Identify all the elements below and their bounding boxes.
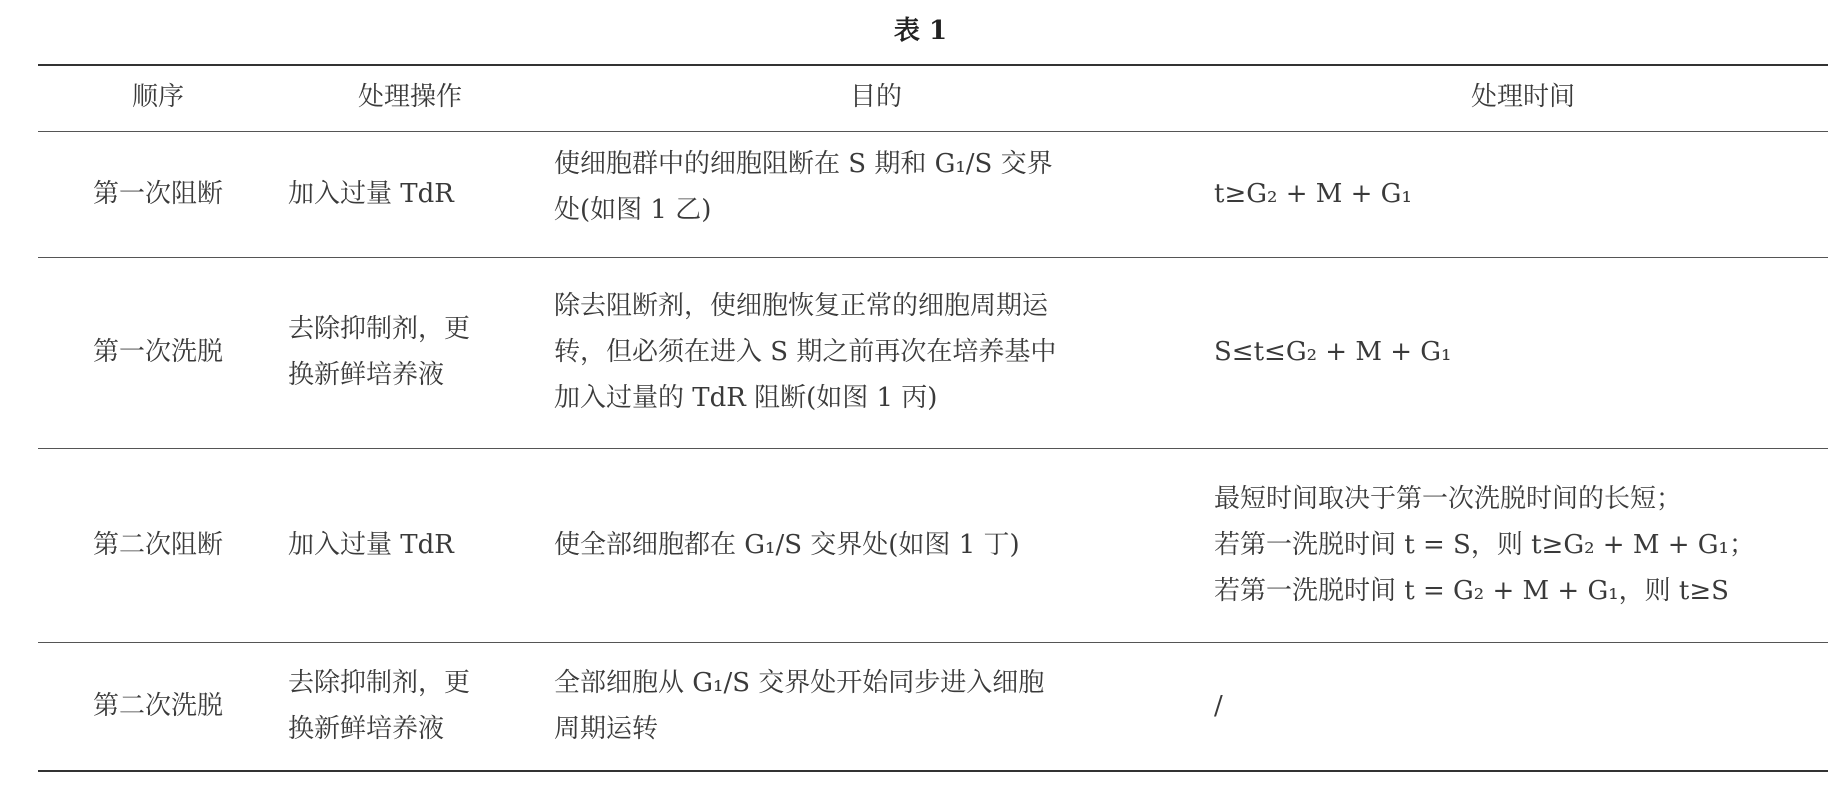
time-line: /	[1214, 691, 1223, 721]
row-divider	[38, 257, 1828, 258]
table-top-rule	[38, 64, 1828, 66]
row-purpose	[542, 522, 1210, 568]
row-time	[1210, 476, 1836, 614]
row-purpose	[542, 660, 1210, 752]
purpose-line: 周期运转	[554, 714, 659, 744]
purpose-line: 使细胞群中的细胞阻断在 S 期和 G₁/S 交界	[554, 149, 1053, 179]
purpose-line: 加入过量的 TdR 阻断(如图 1 丙)	[554, 383, 938, 413]
header-order: 顺序	[131, 82, 184, 112]
purpose-line: 使全部细胞都在 G₁/S 交界处(如图 1 丁)	[554, 530, 1020, 560]
row-divider	[38, 642, 1828, 643]
table-caption: 表 1	[893, 16, 948, 46]
row-operation	[278, 522, 542, 568]
table-header-rule	[38, 131, 1828, 132]
operation-line: 换新鲜培养液	[288, 360, 445, 390]
time-line: 若第一洗脱时间 t = G₂ + M + G₁，则 t≥S	[1214, 576, 1729, 606]
row-time	[1210, 171, 1836, 217]
operation-line: 换新鲜培养液	[288, 714, 445, 744]
row-divider	[38, 448, 1828, 449]
time-line: t≥G₂ + M + G₁	[1214, 179, 1412, 209]
table-bottom-rule	[38, 770, 1828, 772]
time-line: S≤t≤G₂ + M + G₁	[1214, 337, 1452, 367]
purpose-line: 转，但必须在进入 S 期之前再次在培养基中	[554, 337, 1057, 367]
row-operation	[278, 660, 542, 752]
row-purpose	[542, 283, 1210, 421]
row-order: 第二次阻断	[92, 530, 223, 560]
row-time	[1210, 329, 1836, 375]
row-operation	[278, 171, 542, 217]
operation-line: 去除抑制剂，更	[288, 314, 471, 344]
purpose-line: 除去阻断剂，使细胞恢复正常的细胞周期运	[554, 291, 1049, 321]
time-line: 若第一洗脱时间 t = S，则 t≥G₂ + M + G₁；	[1214, 530, 1755, 560]
header-purpose: 目的	[849, 82, 902, 112]
row-order: 第一次洗脱	[92, 337, 223, 367]
time-line: 最短时间取决于第一次洗脱时间的长短；	[1214, 484, 1683, 514]
row-order: 第二次洗脱	[92, 691, 223, 721]
operation-line: 去除抑制剂，更	[288, 668, 471, 698]
operation-line: 加入过量 TdR	[288, 530, 454, 560]
header-time: 处理时间	[1470, 82, 1575, 112]
purpose-line: 全部细胞从 G₁/S 交界处开始同步进入细胞	[554, 668, 1045, 698]
purpose-line: 处(如图 1 乙)	[554, 195, 712, 225]
header-operation: 处理操作	[357, 82, 462, 112]
operation-line: 加入过量 TdR	[288, 179, 454, 209]
row-operation	[278, 306, 542, 398]
row-time	[1210, 683, 1836, 729]
row-purpose	[542, 141, 1210, 233]
row-order: 第一次阻断	[92, 179, 223, 209]
